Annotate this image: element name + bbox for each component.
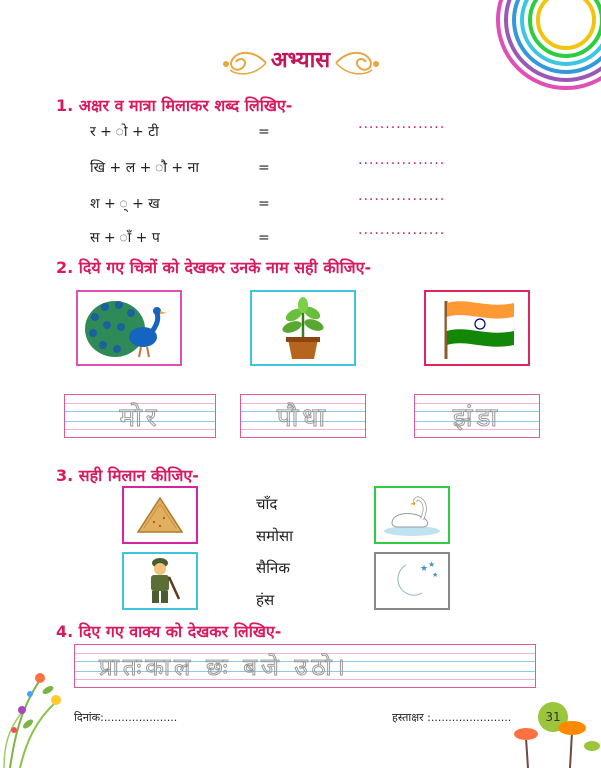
page-title: अभ्यास [270,48,331,73]
signature-label-text: हस्ताक्षर : [392,711,431,724]
signature-blank[interactable]: ....................... [430,711,512,724]
flower-decoration-icon [0,650,70,768]
q1-row-1-blank[interactable]: ................ [358,116,446,132]
svg-text:★: ★ [432,571,439,579]
svg-text:★: ★ [428,560,436,569]
swan-picture-frame [374,486,450,544]
question-4-heading: 4. दिए गए वाक्य को देखकर लिखिए- [56,622,282,641]
samosa-icon [130,492,190,538]
date-label [74,710,177,725]
swan-icon [380,491,444,539]
q1-row-3-equals: = [258,196,270,212]
q1-row-3-parts: श + ्‌ + ख [90,196,160,212]
q1-row-2-parts: खि + ल + ौ + ना [90,160,199,176]
match-word-soldier: सैनिक [256,559,290,577]
plant-icon [268,295,338,361]
trace-text-peacock: मोर [119,403,161,433]
question-2-heading: 2. दिये गए चित्रों को देखकर उनके नाम सही कीजिए- [56,258,372,277]
peacock-picture-frame [76,290,182,366]
q1-row-2-blank[interactable]: ................ [358,152,446,168]
peacock-icon [81,295,177,361]
plant-picture-frame [250,290,356,366]
soldier-picture-frame [122,552,198,610]
q1-row-3-blank[interactable]: ................ [358,188,446,204]
trace-box-sentence[interactable] [74,644,536,688]
signature-label [392,710,511,725]
trace-text-flag: झंडा [452,403,502,433]
soldier-icon [135,555,185,607]
moon-icon [382,557,442,605]
trace-text-sentence: प्रातःकाल छः बजे उठो। [99,652,349,681]
samosa-picture-frame [122,486,198,544]
q1-row-2-equals: = [258,160,270,176]
match-word-swan: हंस [256,591,275,609]
q1-row-4-parts: स + ाँ + प [90,230,160,246]
page-number: 31 [538,702,568,732]
match-word-moon: चाँद [256,495,278,513]
date-label-text: दिनांक: [74,711,104,724]
question-1-heading: 1. अक्षर व मात्रा मिलाकर शब्द लिखिए- [56,96,293,115]
flag-picture-frame [424,290,530,366]
question-3-heading: 3. सही मिलान कीजिए- [56,466,199,485]
match-word-samosa: समोसा [256,527,294,545]
q1-row-1-equals: = [258,124,270,140]
date-blank[interactable]: ..................... [103,711,178,724]
flag-icon [432,295,522,361]
trace-box-plant[interactable] [240,394,366,438]
q1-row-4-blank[interactable]: ................ [358,222,446,238]
svg-text:★: ★ [420,564,429,574]
trace-text-plant: पौधा [276,403,330,433]
trace-box-flag[interactable] [414,394,540,438]
trace-box-peacock[interactable] [64,394,216,438]
moon-picture-frame [374,552,450,610]
q1-row-4-equals: = [258,230,270,246]
tulip-decoration-icon [506,718,601,768]
q1-row-1-parts: र + ो + टी [90,124,159,140]
